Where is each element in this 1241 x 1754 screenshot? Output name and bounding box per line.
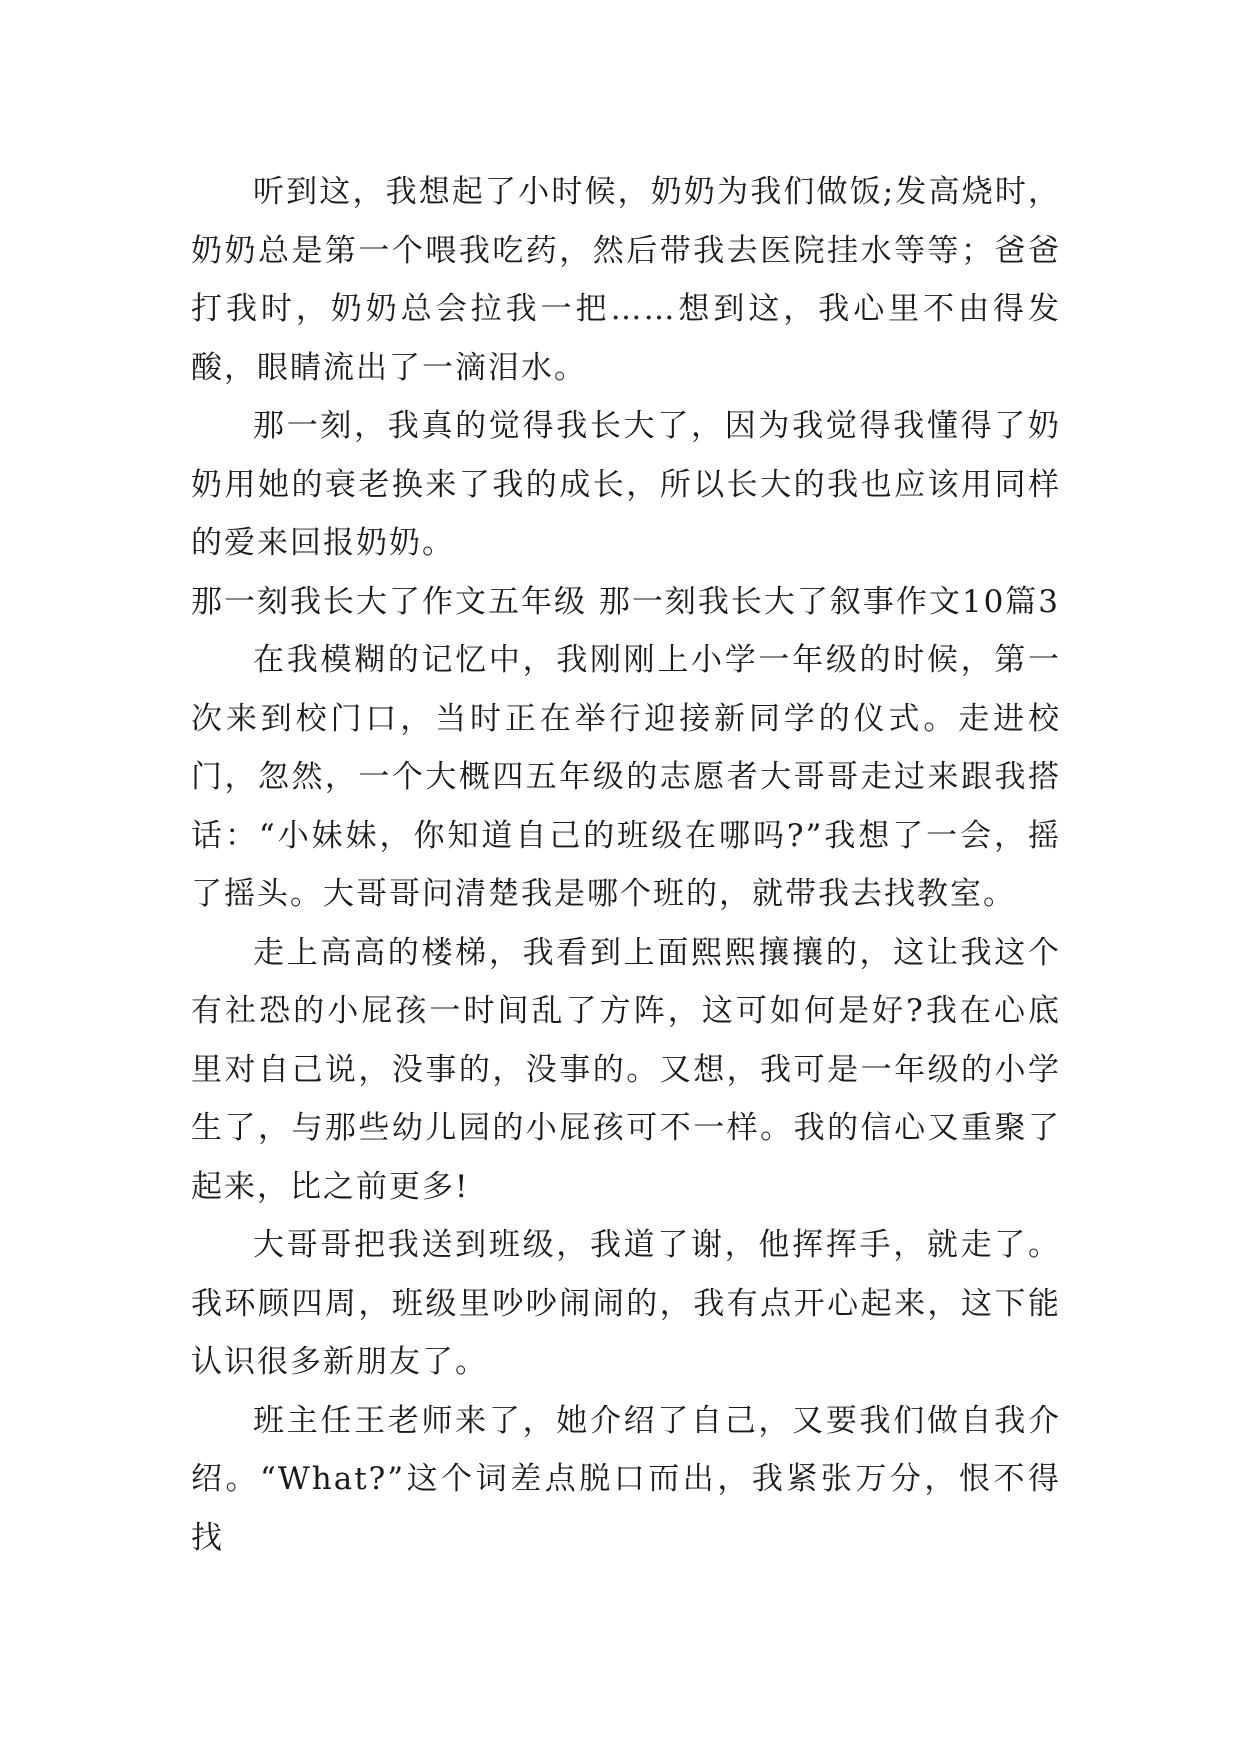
paragraph-teacher: 班主任王老师来了，她介绍了自己，又要我们做自我介绍。“What?”这个词差点脱口而出，我紧张万分，恨不得找 — [191, 1402, 1061, 1556]
paragraph-memories: 听到这，我想起了小时候，奶奶为我们做饭;发高烧时，奶奶总是第一个喂我吃药，然后带我去医院挂水等等；爸爸打我时，奶奶总会拉我一把……想到这，我心里不由得发酸，眼睛流出了一滴泪水。 — [191, 174, 1061, 386]
document-page — [191, 163, 1061, 1567]
paragraph-grew-up: 那一刻，我真的觉得我长大了，因为我觉得我懂得了奶奶用她的衰老换来了我的成长，所以长大的我也应该用同样的爱来回报奶奶。 — [191, 408, 1061, 561]
section-heading: 那一刻我长大了作文五年级 那一刻我长大了叙事作文10篇3 — [191, 583, 1061, 620]
paragraph-classroom: 大哥哥把我送到班级，我道了谢，他挥挥手，就走了。我环顾四周，班级里吵吵闹闹的，我有点开心起来，这下能认识很多新朋友了。 — [191, 1227, 1061, 1380]
paragraph-stairs: 走上高高的楼梯，我看到上面熙熙攘攘的，这让我这个有社恐的小屁孩一时间乱了方阵，这可如何是好?我在心底里对自己说，没事的，没事的。又想，我可是一年级的小学生了，与那些幼儿园的小屁孩可不一样。我的信心又重聚了起来，比之前更多! — [191, 934, 1061, 1205]
paragraph-school-gate: 在我模糊的记忆中，我刚刚上小学一年级的时候，第一次来到校门口，当时正在举行迎接新同学的仪式。走进校门，忽然，一个大概四五年级的志愿者大哥哥走过来跟我搭话：“小妹妹，你知道自己的班级在哪吗?”我想了一会，摇了摇头。大哥哥问清楚我是哪个班的，就带我去找教室。 — [191, 642, 1061, 912]
